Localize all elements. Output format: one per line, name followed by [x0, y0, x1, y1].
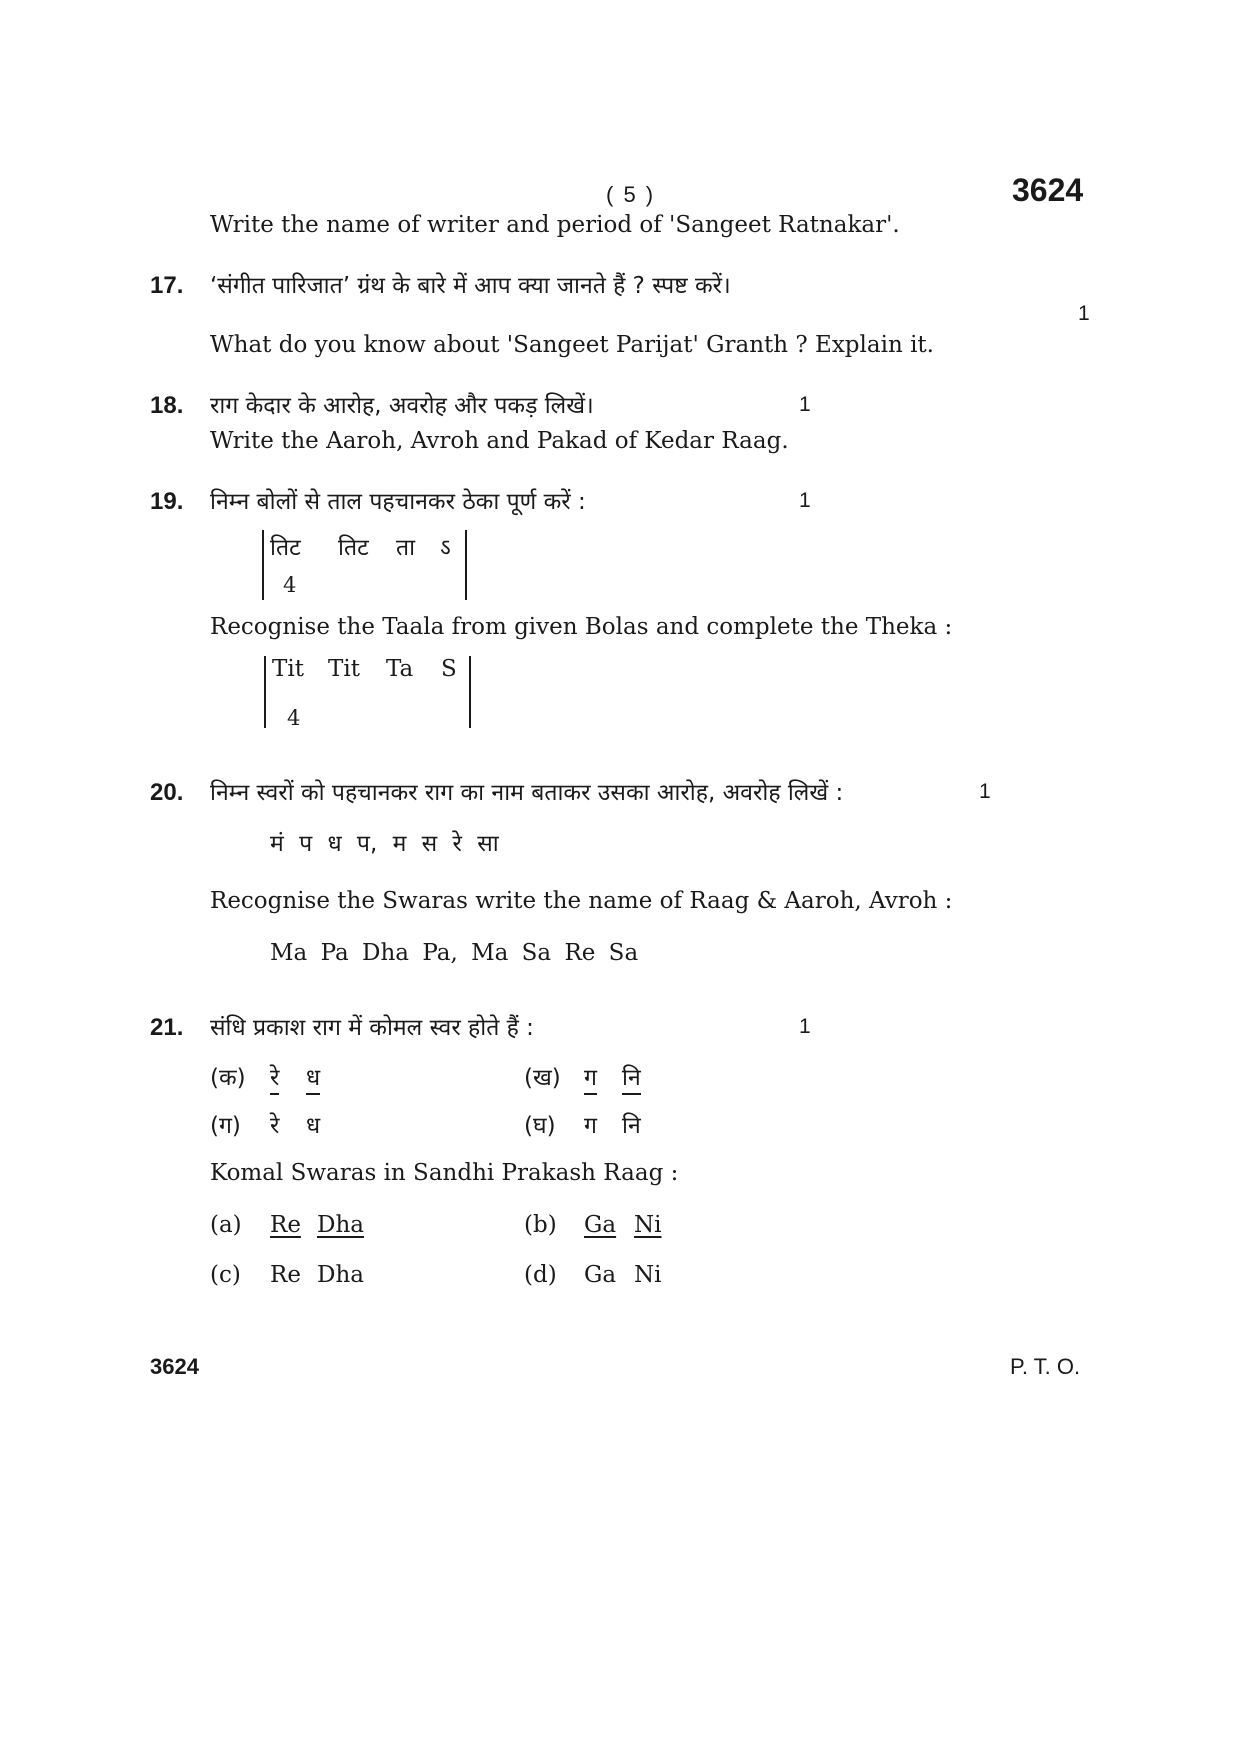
paper-code-header: 3624 — [1012, 172, 1084, 208]
q20-english-swaras: Ma Pa Dha Pa, Ma Sa Re Sa — [270, 940, 639, 966]
option-label[interactable]: (c) — [210, 1262, 241, 1288]
option-swara: ग — [584, 1060, 597, 1095]
english-bol: Ta — [386, 656, 414, 682]
q21-marks: 1 — [799, 1015, 811, 1038]
q19-number: 19. — [150, 488, 184, 515]
q20-english: Recognise the Swaras write the name of Raag & Aaroh, Avroh : — [210, 888, 953, 914]
option-label[interactable]: (क) — [210, 1065, 246, 1091]
option-swara: नि — [622, 1113, 641, 1139]
q18-hindi: राग केदार के आरोह, अवरोह और पकड़ लिखें। — [210, 393, 594, 419]
footer-pto: P. T. O. — [1010, 1354, 1081, 1379]
q20-hindi-swaras: मं प ध प, म स रे सा — [270, 831, 499, 857]
option-swara: रे — [270, 1113, 280, 1139]
hindi-bol: ऽ — [440, 535, 451, 561]
footer-paper-code: 3624 — [150, 1354, 199, 1379]
english-bol: Tit — [272, 656, 304, 682]
q18-marks: 1 — [799, 393, 811, 416]
q16-english: Write the name of writer and period of 'Sangeet Ratnakar'. — [210, 212, 900, 238]
page-number: ( 5 ) — [606, 182, 656, 207]
q21-hindi: संधि प्रकाश राग में कोमल स्वर होते हैं : — [210, 1015, 534, 1041]
q17-number: 17. — [150, 272, 184, 299]
q20-marks: 1 — [979, 780, 991, 803]
hindi-bol: ता — [396, 535, 416, 561]
option-swara: रे — [270, 1060, 279, 1095]
option-label[interactable]: (ख) — [524, 1065, 561, 1091]
theka-bar-left — [262, 530, 264, 600]
q21-number: 21. — [150, 1014, 184, 1041]
hindi-theka-beat: 4 — [283, 573, 297, 597]
q17-hindi: ‘संगीत पारिजात’ ग्रंथ के बारे में आप क्या जानते हैं ? स्पष्ट करें। — [210, 273, 731, 299]
q18-number: 18. — [150, 392, 184, 419]
option-swara: ध — [306, 1060, 320, 1095]
q21-english: Komal Swaras in Sandhi Prakash Raag : — [210, 1160, 679, 1186]
q20-number: 20. — [150, 779, 184, 806]
option-swara: Ni — [634, 1262, 662, 1288]
option-swara: Re — [270, 1262, 301, 1288]
option-swara: ग — [584, 1113, 597, 1139]
option-swara: Dha — [317, 1212, 364, 1238]
option-label[interactable]: (d) — [524, 1262, 557, 1288]
option-label[interactable]: (b) — [524, 1212, 557, 1238]
option-label[interactable]: (a) — [210, 1212, 242, 1238]
q18-english: Write the Aaroh, Avroh and Pakad of Kedar Raag. — [210, 428, 789, 454]
q17-marks: 1 — [1078, 302, 1090, 325]
q19-english: Recognise the Taala from given Bolas and complete the Theka : — [210, 614, 953, 640]
q17-english: What do you know about 'Sangeet Parijat' Granth ? Explain it. — [210, 332, 934, 358]
english-bol: S — [441, 656, 457, 682]
english-bol: Tit — [328, 656, 360, 682]
theka-bar-left — [264, 656, 266, 728]
english-theka-beat: 4 — [287, 706, 301, 730]
option-swara: Ga — [584, 1212, 617, 1238]
theka-bar-right — [465, 530, 467, 600]
q19-hindi: निम्न बोलों से ताल पहचानकर ठेका पूर्ण करें : — [210, 489, 586, 515]
option-swara: Ni — [634, 1212, 662, 1238]
option-swara: Re — [270, 1212, 301, 1238]
hindi-bol: तिट — [270, 535, 301, 561]
option-swara: नि — [622, 1060, 641, 1095]
hindi-bol: तिट — [338, 535, 369, 561]
q20-hindi: निम्न स्वरों को पहचानकर राग का नाम बताकर उसका आरोह, अवरोह लिखें : — [210, 780, 844, 806]
option-swara: Ga — [584, 1262, 617, 1288]
option-swara: ध — [306, 1113, 321, 1139]
option-swara: Dha — [317, 1262, 364, 1288]
option-label[interactable]: (ग) — [210, 1113, 241, 1139]
theka-bar-right — [469, 656, 471, 728]
q19-marks: 1 — [799, 489, 811, 512]
option-label[interactable]: (घ) — [524, 1113, 556, 1139]
